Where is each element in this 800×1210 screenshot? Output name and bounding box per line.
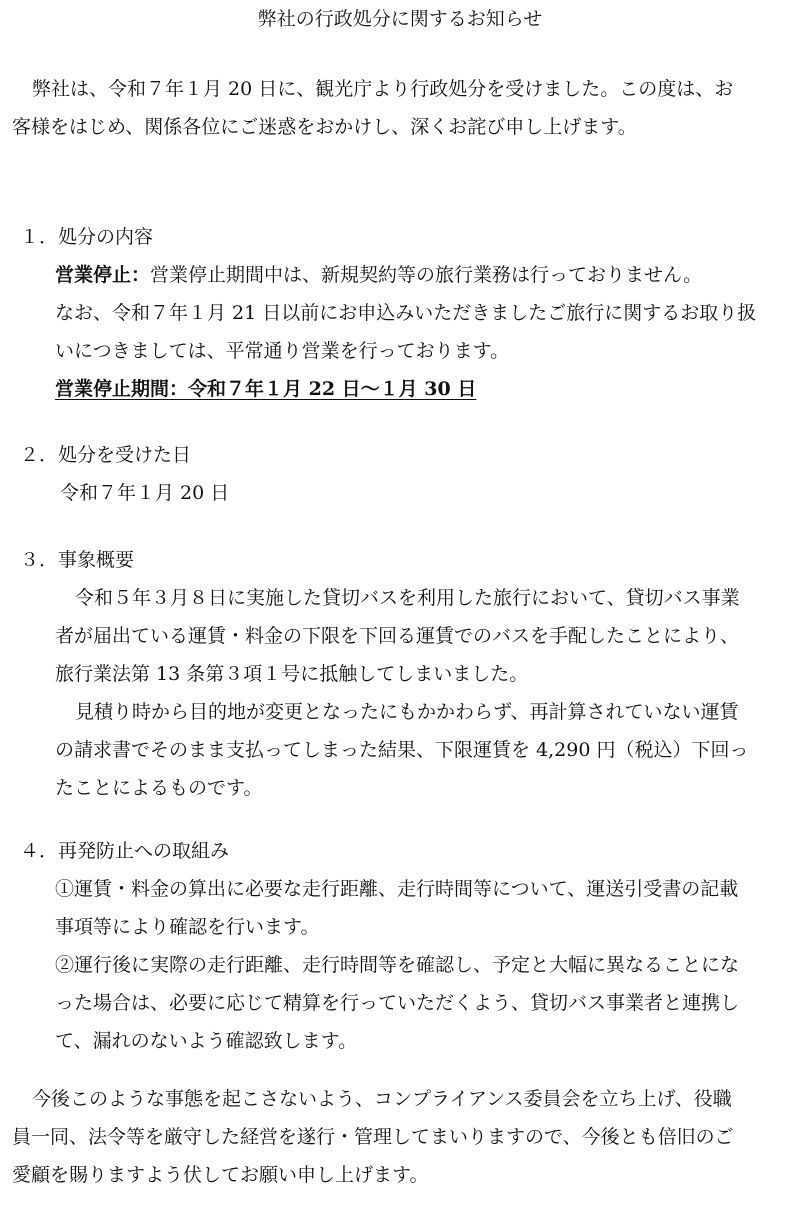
section-heading: ２．処分を受けた日: [20, 444, 192, 466]
section-prevention-measures: [0, 832, 800, 1060]
section-heading: １．処分の内容: [20, 226, 154, 248]
suspension-label: 営業停止：: [55, 264, 151, 286]
disposition-date: 令和７年１月 20 日: [60, 482, 230, 504]
section-disposition-content: [0, 218, 800, 408]
body-line: たことによるものです。: [55, 777, 263, 799]
body-line: 者が届出ている運賃・料金の下限を下回る運賃でのバスを手配したことにより、: [55, 625, 740, 647]
section-disposition-date: [0, 436, 800, 512]
body-line: なお、令和７年１月 21 日以前にお申込みいただきましたご旅行に関するお取り扱: [55, 302, 757, 324]
measure-line: 事項等により確認を行います。: [55, 916, 320, 938]
section-heading: ３．事象概要: [20, 549, 135, 571]
document-title: 弊社の行政処分に関するお知らせ: [257, 8, 543, 30]
section-incident-summary: [0, 541, 800, 807]
closing-line: 員一同、法令等を厳守した経営を遂行・管理してまいりますので、今後とも倍旧のご: [12, 1126, 734, 1148]
section-heading: ４．再発防止への取組み: [20, 840, 230, 862]
suspension-period-line: [0, 370, 800, 408]
body-line: 見積り時から目的地が変更となったにもかかわらず、再計算されていない運賃: [75, 701, 739, 723]
intro-line: 弊社は、令和７年１月 20 日に、観光庁より行政処分を受けました。この度は、お: [32, 78, 734, 100]
suspension-text: 営業停止期間中は、新規契約等の旅行業務は行っておりません。: [150, 264, 703, 286]
suspension-line: [0, 256, 800, 294]
closing-line: 今後このような事態を起こさないよう、コンプライアンス委員会を立ち上げ、役職: [32, 1088, 732, 1110]
measure-line: ①運賃・料金の算出に必要な走行距離、走行時間等について、運送引受書の記載: [55, 878, 739, 900]
intro-line: 客様をはじめ、関係各位にご迷惑をおかけし、深くお詫び申し上げます。: [12, 116, 637, 138]
measure-line: て、漏れのないよう確認致します。: [55, 1030, 358, 1052]
closing-line: 愛顧を賜りますよう伏してお願い申し上げます。: [12, 1164, 429, 1186]
measure-line: ②運行後に実際の走行距離、走行時間等を確認し、予定と大幅に異なることにな: [55, 954, 740, 976]
body-line: 令和５年３月８日に実施した貸切バスを利用した旅行において、貸切バス事業: [75, 587, 740, 609]
body-line: 旅行業法第 13 条第３項１号に抵触してしまいました。: [55, 663, 529, 685]
body-line: の請求書でそのまま支払ってしまった結果、下限運賃を 4,290 円（税込）下回っ: [55, 739, 749, 761]
suspension-period: 営業停止期間：令和７年１月 22 日～１月 30 日: [55, 378, 477, 400]
measure-line: った場合は、必要に応じて精算を行っていただくよう、貸切バス事業者と連携し: [55, 992, 740, 1014]
closing-paragraph: [0, 1080, 800, 1194]
intro-paragraph: [0, 70, 800, 146]
body-line: いにつきましては、平常通り営業を行っております。: [55, 340, 510, 362]
